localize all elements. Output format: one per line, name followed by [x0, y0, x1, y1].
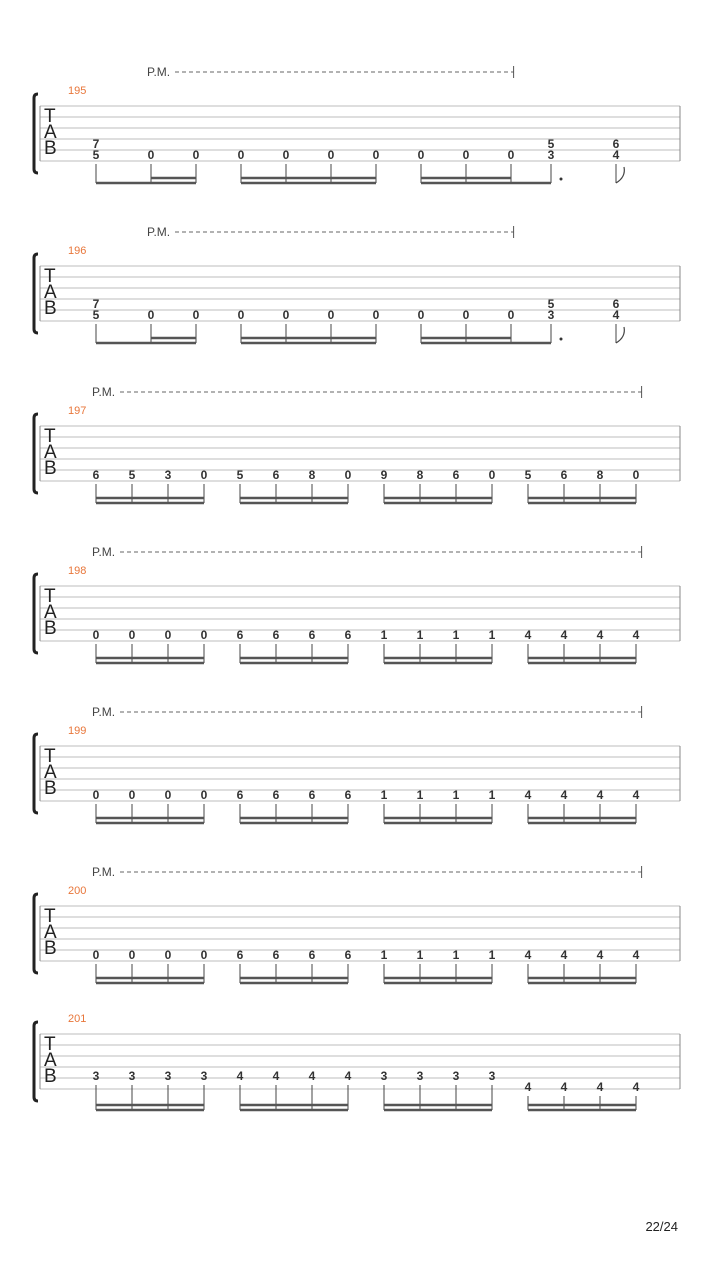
system-bracket: [34, 1022, 38, 1101]
fret-number: 0: [507, 148, 515, 162]
fret-number: 6: [344, 788, 352, 802]
system-bracket: [34, 574, 38, 653]
fret-number: 4: [560, 948, 568, 962]
fret-number: 4: [632, 948, 640, 962]
fret-number: 3: [128, 1069, 136, 1083]
fret-number: 1: [380, 948, 388, 962]
palm-mute-label: P.M.: [92, 385, 116, 399]
fret-number: 6: [92, 468, 100, 482]
fret-number: 0: [164, 788, 172, 802]
tab-clef-letter: T: [44, 746, 56, 767]
fret-number: 6: [560, 468, 568, 482]
fret-number: 4: [596, 1080, 604, 1094]
fret-number: 6: [344, 948, 352, 962]
fret-number: 0: [192, 148, 200, 162]
tab-clef-letter: A: [44, 122, 57, 143]
fret-number: 3: [547, 308, 555, 322]
measure-number: 198: [68, 565, 87, 577]
tab-clef-letter: B: [44, 618, 57, 639]
fret-number: 6: [308, 948, 316, 962]
fret-number: 5: [92, 308, 100, 322]
fret-number: 5: [547, 297, 555, 311]
fret-number: 0: [200, 788, 208, 802]
fret-number: 0: [164, 948, 172, 962]
fret-number: 4: [596, 948, 604, 962]
fret-number: 1: [488, 948, 496, 962]
fret-number: 4: [524, 1080, 532, 1094]
fret-number: 0: [327, 308, 335, 322]
fret-number: 1: [488, 628, 496, 642]
fret-number: 4: [596, 788, 604, 802]
fret-number: 4: [612, 308, 620, 322]
tab-clef-letter: A: [44, 602, 57, 623]
fret-number: 0: [200, 948, 208, 962]
fret-number: 1: [416, 788, 424, 802]
palm-mute-label: P.M.: [92, 865, 116, 879]
fret-number: 0: [372, 148, 380, 162]
note-flag: [616, 167, 624, 183]
fret-number: 5: [236, 468, 244, 482]
fret-number: 4: [632, 1080, 640, 1094]
fret-number: 0: [128, 948, 136, 962]
fret-number: 4: [560, 1080, 568, 1094]
fret-number: 8: [596, 468, 604, 482]
fret-number: 0: [507, 308, 515, 322]
fret-number: 6: [236, 628, 244, 642]
palm-mute-label: P.M.: [92, 545, 116, 559]
system-bracket: [34, 734, 38, 813]
fret-number: 0: [282, 148, 290, 162]
fret-number: 4: [632, 788, 640, 802]
tab-clef-letter: B: [44, 938, 57, 959]
fret-number: 0: [92, 948, 100, 962]
fret-number: 4: [344, 1069, 352, 1083]
fret-number: 7: [92, 137, 100, 151]
fret-number: 4: [524, 628, 532, 642]
fret-number: 0: [147, 308, 155, 322]
fret-number: 0: [417, 148, 425, 162]
palm-mute-label: P.M.: [147, 225, 171, 239]
fret-number: 3: [92, 1069, 100, 1083]
fret-number: 6: [272, 468, 280, 482]
fret-number: 4: [560, 788, 568, 802]
dot-mark: [560, 338, 563, 341]
fret-number: 6: [308, 788, 316, 802]
fret-number: 1: [380, 628, 388, 642]
fret-number: 0: [200, 468, 208, 482]
fret-number: 1: [416, 948, 424, 962]
fret-number: 6: [612, 137, 620, 151]
tab-clef-letter: B: [44, 778, 57, 799]
tab-clef-letter: A: [44, 922, 57, 943]
fret-number: 4: [524, 788, 532, 802]
measure-number: 200: [68, 885, 87, 897]
fret-number: 4: [612, 148, 620, 162]
fret-number: 0: [200, 628, 208, 642]
fret-number: 0: [417, 308, 425, 322]
palm-mute-label: P.M.: [92, 705, 116, 719]
measure-number: 197: [68, 405, 87, 417]
tab-clef-letter: B: [44, 138, 57, 159]
fret-number: 1: [452, 788, 460, 802]
system-bracket: [34, 94, 38, 173]
system-bracket: [34, 894, 38, 973]
tab-clef-letter: T: [44, 106, 56, 127]
tab-clef-letter: B: [44, 458, 57, 479]
palm-mute-label: P.M.: [147, 65, 171, 79]
fret-number: 3: [200, 1069, 208, 1083]
tab-clef-letter: T: [44, 426, 56, 447]
tab-clef-letter: T: [44, 906, 56, 927]
fret-number: 3: [164, 1069, 172, 1083]
tab-clef-letter: T: [44, 266, 56, 287]
fret-number: 0: [372, 308, 380, 322]
fret-number: 0: [282, 308, 290, 322]
measure-number: 199: [68, 725, 87, 737]
fret-number: 0: [147, 148, 155, 162]
tab-clef-letter: T: [44, 586, 56, 607]
system-bracket: [34, 254, 38, 333]
fret-number: 9: [380, 468, 388, 482]
tab-clef-letter: A: [44, 762, 57, 783]
fret-number: 4: [632, 628, 640, 642]
fret-number: 6: [272, 788, 280, 802]
fret-number: 0: [327, 148, 335, 162]
fret-number: 3: [164, 468, 172, 482]
fret-number: 1: [452, 628, 460, 642]
fret-number: 0: [632, 468, 640, 482]
fret-number: 6: [308, 628, 316, 642]
fret-number: 0: [462, 308, 470, 322]
tab-clef-letter: A: [44, 442, 57, 463]
tab-clef-letter: A: [44, 282, 57, 303]
fret-number: 0: [237, 308, 245, 322]
fret-number: 1: [380, 788, 388, 802]
fret-number: 7: [92, 297, 100, 311]
fret-number: 3: [416, 1069, 424, 1083]
fret-number: 5: [524, 468, 532, 482]
fret-number: 4: [524, 948, 532, 962]
note-flag: [616, 327, 624, 343]
tab-clef-letter: T: [44, 1034, 56, 1055]
fret-number: 3: [547, 148, 555, 162]
fret-number: 4: [308, 1069, 316, 1083]
fret-number: 6: [236, 788, 244, 802]
measure-number: 201: [68, 1013, 87, 1025]
fret-number: 0: [128, 628, 136, 642]
fret-number: 0: [344, 468, 352, 482]
fret-number: 0: [164, 628, 172, 642]
fret-number: 0: [128, 788, 136, 802]
fret-number: 0: [92, 628, 100, 642]
measure-number: 195: [68, 85, 87, 97]
page-number: 22/24: [645, 1219, 678, 1234]
fret-number: 6: [272, 628, 280, 642]
tab-clef-letter: A: [44, 1050, 57, 1071]
fret-number: 4: [596, 628, 604, 642]
fret-number: 6: [272, 948, 280, 962]
fret-number: 6: [236, 948, 244, 962]
fret-number: 4: [560, 628, 568, 642]
fret-number: 8: [308, 468, 316, 482]
fret-number: 0: [192, 308, 200, 322]
fret-number: 3: [488, 1069, 496, 1083]
fret-number: 0: [462, 148, 470, 162]
tab-clef-letter: B: [44, 1066, 57, 1087]
fret-number: 0: [92, 788, 100, 802]
fret-number: 1: [452, 948, 460, 962]
fret-number: 3: [452, 1069, 460, 1083]
fret-number: 8: [416, 468, 424, 482]
dot-mark: [560, 178, 563, 181]
fret-number: 5: [547, 137, 555, 151]
fret-number: 1: [416, 628, 424, 642]
fret-number: 6: [612, 297, 620, 311]
fret-number: 4: [272, 1069, 280, 1083]
tab-clef-letter: B: [44, 298, 57, 319]
fret-number: 4: [236, 1069, 244, 1083]
fret-number: 6: [344, 628, 352, 642]
fret-number: 1: [488, 788, 496, 802]
fret-number: 0: [237, 148, 245, 162]
fret-number: 6: [452, 468, 460, 482]
measure-number: 196: [68, 245, 87, 257]
fret-number: 0: [488, 468, 496, 482]
fret-number: 5: [128, 468, 136, 482]
system-bracket: [34, 414, 38, 493]
fret-number: 3: [380, 1069, 388, 1083]
fret-number: 5: [92, 148, 100, 162]
